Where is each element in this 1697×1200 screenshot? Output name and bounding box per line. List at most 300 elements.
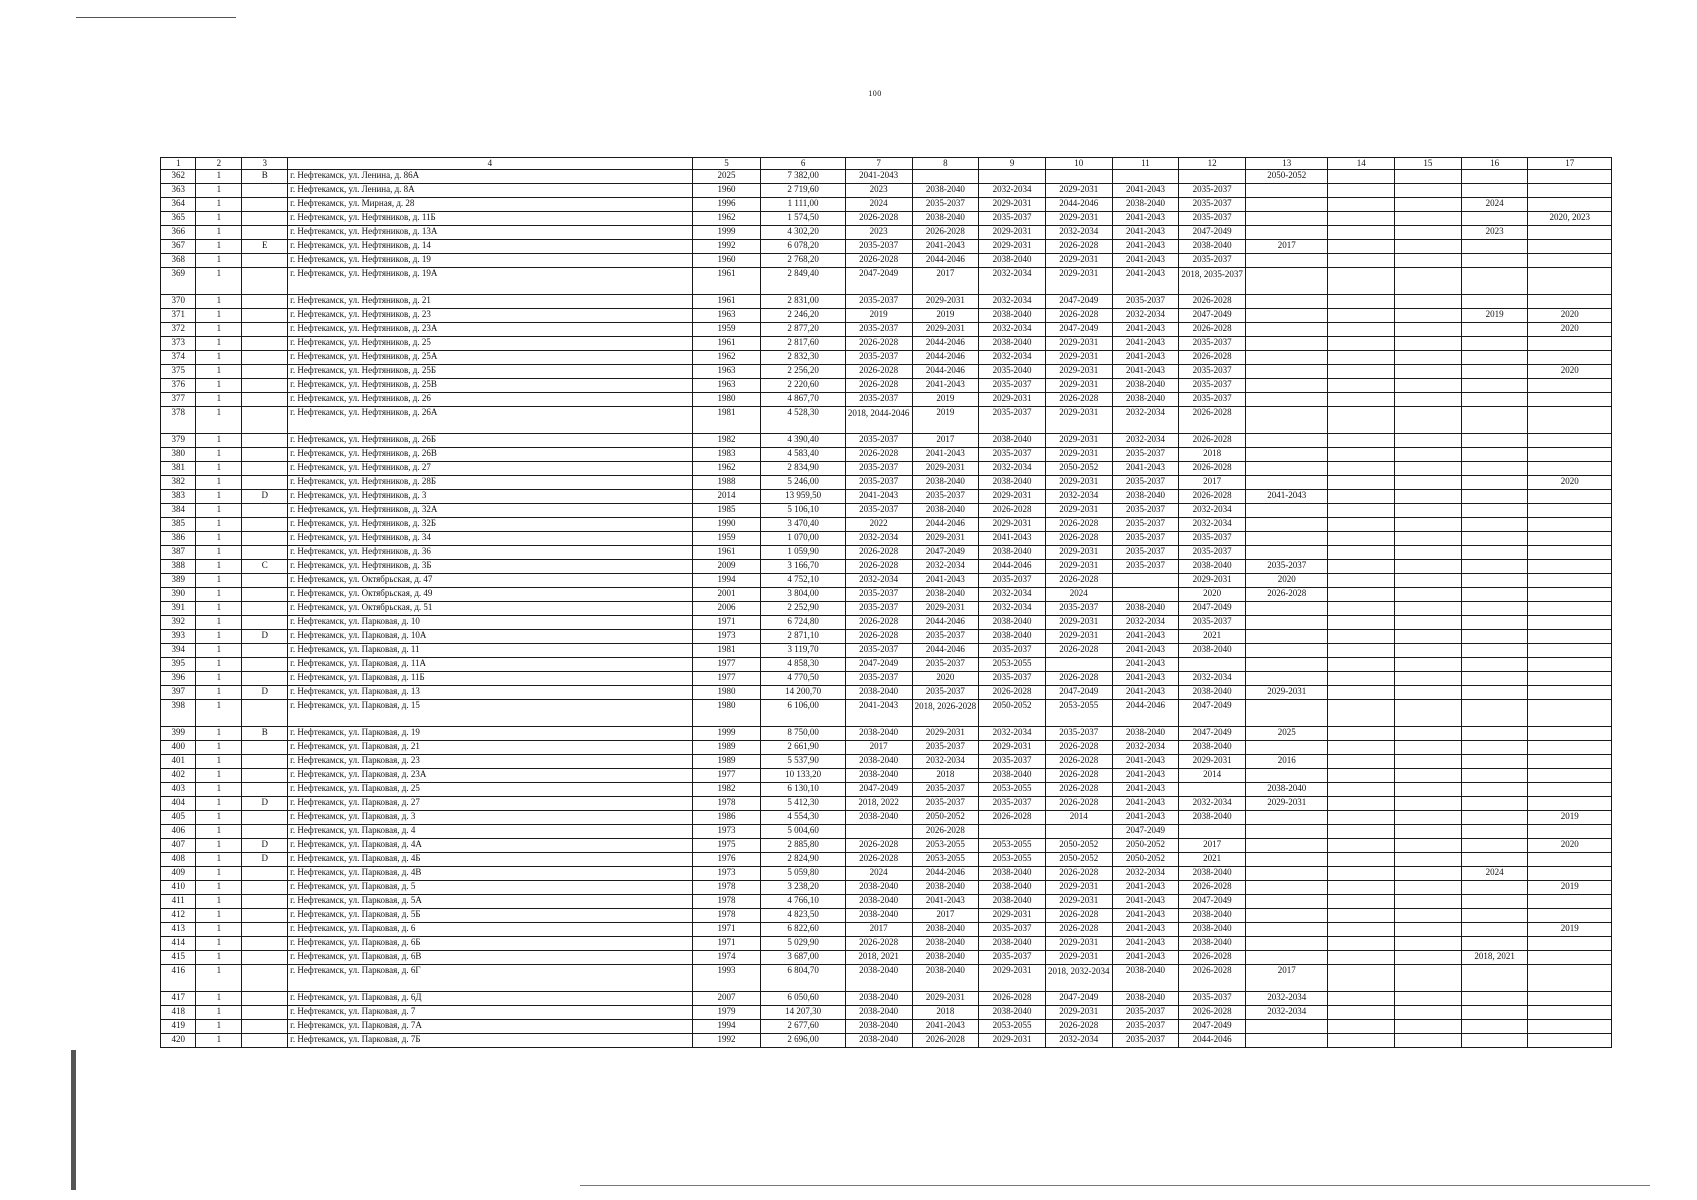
table-cell <box>1112 588 1179 602</box>
table-cell <box>1328 797 1395 811</box>
table-cell <box>1395 602 1462 616</box>
table-cell <box>1179 170 1246 184</box>
table-cell: 1960 <box>692 184 761 198</box>
table-row <box>161 602 1612 616</box>
table-row <box>161 323 1612 337</box>
table-cell: 2017 <box>1246 240 1328 254</box>
table-row <box>161 797 1612 811</box>
table-cell: 2029-2031 <box>912 323 979 337</box>
table-cell <box>1528 546 1612 560</box>
table-cell: 2029-2031 <box>1045 951 1112 965</box>
table-cell <box>1395 212 1462 226</box>
table-cell <box>1246 365 1328 379</box>
table-cell: 2026-2028 <box>1045 797 1112 811</box>
table-cell <box>1461 1020 1528 1034</box>
table-cell: 1 <box>196 574 242 588</box>
table-cell: 1 <box>196 365 242 379</box>
address-cell: г. Нефтекамск, ул. Нефтяников, д. 23А <box>288 323 692 337</box>
table-row <box>161 309 1612 323</box>
table-row <box>161 895 1612 909</box>
table-row <box>161 839 1612 853</box>
table-cell: 2029-2031 <box>1045 546 1112 560</box>
table-cell: 2029-2031 <box>912 532 979 546</box>
table-cell <box>1328 462 1395 476</box>
table-cell <box>1045 658 1112 672</box>
table-cell: 1 <box>196 268 242 295</box>
table-cell <box>1528 295 1612 309</box>
table-cell: 2041-2043 <box>1112 337 1179 351</box>
address-cell: г. Нефтекамск, ул. Нефтяников, д. 25А <box>288 351 692 365</box>
table-cell: 374 <box>161 351 196 365</box>
table-cell: 2038-2040 <box>979 309 1046 323</box>
housing-register-table <box>160 157 1612 1048</box>
table-cell <box>1246 881 1328 895</box>
table-cell: 2038-2040 <box>979 881 1046 895</box>
table-cell: 2035-2037 <box>1112 532 1179 546</box>
table-cell: 2026-2028 <box>845 853 912 867</box>
table-row <box>161 811 1612 825</box>
address-cell: г. Нефтекамск, ул. Парковая, д. 5Б <box>288 909 692 923</box>
address-cell: г. Нефтекамск, ул. Нефтяников, д. 3 <box>288 490 692 504</box>
table-cell: D <box>242 797 288 811</box>
table-cell: 2024 <box>1461 867 1528 881</box>
table-cell <box>242 895 288 909</box>
table-cell: 1 <box>196 727 242 741</box>
table-cell: 1 <box>196 797 242 811</box>
table-cell: 2047-2049 <box>1179 700 1246 727</box>
table-cell: 2041-2043 <box>1112 755 1179 769</box>
table-cell: 2035-2037 <box>845 351 912 365</box>
table-cell: 1961 <box>692 337 761 351</box>
column-header-14: 14 <box>1328 158 1395 170</box>
address-cell: г. Нефтекамск, ул. Октябрьская, д. 49 <box>288 588 692 602</box>
table-cell <box>1461 337 1528 351</box>
table-cell: 375 <box>161 365 196 379</box>
table-cell <box>242 867 288 881</box>
table-cell: 2041-2043 <box>1112 672 1179 686</box>
table-cell: 2026-2028 <box>979 686 1046 700</box>
table-cell <box>1461 965 1528 992</box>
address-cell: г. Нефтекамск, ул. Нефтяников, д. 32А <box>288 504 692 518</box>
table-cell: 386 <box>161 532 196 546</box>
table-cell <box>1328 240 1395 254</box>
table-row <box>161 407 1612 434</box>
table-cell: 2035-2037 <box>845 240 912 254</box>
table-cell <box>242 393 288 407</box>
table-cell: 1971 <box>692 616 761 630</box>
table-cell: 2041-2043 <box>1112 881 1179 895</box>
table-cell: 2047-2049 <box>845 658 912 672</box>
table-cell <box>1112 574 1179 588</box>
table-cell: 2026-2028 <box>1045 672 1112 686</box>
table-cell: 2035-2037 <box>845 504 912 518</box>
table-cell: 2035-2037 <box>912 630 979 644</box>
table-cell <box>1528 909 1612 923</box>
table-cell: 2038-2040 <box>845 965 912 992</box>
table-cell: 402 <box>161 769 196 783</box>
table-cell: 377 <box>161 393 196 407</box>
table-cell: 2024 <box>845 867 912 881</box>
table-cell: 5 106,10 <box>761 504 845 518</box>
table-cell: 2029-2031 <box>1045 407 1112 434</box>
table-cell: 2041-2043 <box>912 240 979 254</box>
table-cell: 2053-2055 <box>979 839 1046 853</box>
table-row <box>161 951 1612 965</box>
table-cell: 1 <box>196 184 242 198</box>
table-cell: 2038-2040 <box>979 630 1046 644</box>
address-cell: г. Нефтекамск, ул. Парковая, д. 11А <box>288 658 692 672</box>
table-cell: 1992 <box>692 240 761 254</box>
table-cell <box>1461 909 1528 923</box>
table-cell: 3 238,20 <box>761 881 845 895</box>
table-cell: 3 470,40 <box>761 518 845 532</box>
table-cell <box>1461 240 1528 254</box>
address-cell: г. Нефтекамск, ул. Нефтяников, д. 23 <box>288 309 692 323</box>
table-row <box>161 686 1612 700</box>
table-cell <box>1246 867 1328 881</box>
table-cell <box>1328 727 1395 741</box>
column-header-2: 2 <box>196 158 242 170</box>
table-cell: 2035-2037 <box>845 644 912 658</box>
table-cell <box>1528 1006 1612 1020</box>
table-cell: 394 <box>161 644 196 658</box>
table-cell: 1982 <box>692 434 761 448</box>
table-row <box>161 337 1612 351</box>
table-cell: 2050-2052 <box>912 811 979 825</box>
table-cell: 1994 <box>692 1020 761 1034</box>
table-cell: 2047-2049 <box>1045 686 1112 700</box>
table-cell <box>1179 825 1246 839</box>
table-cell: 1 <box>196 658 242 672</box>
table-cell <box>1246 769 1328 783</box>
table-cell: 2026-2028 <box>1179 881 1246 895</box>
table-cell: 2038-2040 <box>912 476 979 490</box>
address-cell: г. Нефтекамск, ул. Нефтяников, д. 25 <box>288 337 692 351</box>
table-row <box>161 518 1612 532</box>
table-cell: 2038-2040 <box>1246 783 1328 797</box>
table-cell: 2026-2028 <box>845 616 912 630</box>
table-row <box>161 1006 1612 1020</box>
table-cell: 5 029,90 <box>761 937 845 951</box>
table-cell: 1977 <box>692 658 761 672</box>
table-cell <box>1395 741 1462 755</box>
table-cell <box>242 574 288 588</box>
table-cell <box>1461 992 1528 1006</box>
table-cell <box>242 212 288 226</box>
table-cell <box>1395 407 1462 434</box>
table-cell <box>1246 407 1328 434</box>
table-cell: 1963 <box>692 365 761 379</box>
table-cell: 2035-2037 <box>912 741 979 755</box>
table-cell: 2020 <box>1528 476 1612 490</box>
table-cell: 1 <box>196 881 242 895</box>
table-cell: 2 849,40 <box>761 268 845 295</box>
table-cell: 418 <box>161 1006 196 1020</box>
table-cell: 1 <box>196 170 242 184</box>
table-cell <box>242 909 288 923</box>
column-header-8: 8 <box>912 158 979 170</box>
table-cell: 2035-2037 <box>912 783 979 797</box>
table-cell: 2041-2043 <box>1112 240 1179 254</box>
table-row <box>161 393 1612 407</box>
table-cell: 404 <box>161 797 196 811</box>
table-cell <box>1246 825 1328 839</box>
table-cell <box>1246 393 1328 407</box>
table-row <box>161 727 1612 741</box>
table-cell: 2026-2028 <box>912 825 979 839</box>
table-cell: 1 <box>196 839 242 853</box>
table-cell <box>1461 811 1528 825</box>
table-cell: 2026-2028 <box>1045 309 1112 323</box>
table-row <box>161 937 1612 951</box>
table-cell <box>1328 895 1395 909</box>
table-cell <box>1528 504 1612 518</box>
table-cell: 2026-2028 <box>979 504 1046 518</box>
address-cell: г. Нефтекамск, ул. Парковая, д. 6Б <box>288 937 692 951</box>
table-cell: 1982 <box>692 783 761 797</box>
table-cell <box>1528 602 1612 616</box>
address-cell: г. Нефтекамск, ул. Октябрьская, д. 51 <box>288 602 692 616</box>
table-cell: 2029-2031 <box>1179 755 1246 769</box>
table-cell: 2035-2037 <box>1179 212 1246 226</box>
table-cell: 4 752,10 <box>761 574 845 588</box>
table-cell <box>1395 532 1462 546</box>
table-cell: 2 832,30 <box>761 351 845 365</box>
table-cell: 2029-2031 <box>912 462 979 476</box>
table-cell <box>1246 351 1328 365</box>
table-cell <box>1461 825 1528 839</box>
table-cell: 2038-2040 <box>1112 393 1179 407</box>
table-cell: 405 <box>161 811 196 825</box>
table-cell: 397 <box>161 686 196 700</box>
table-row <box>161 184 1612 198</box>
table-cell <box>1528 769 1612 783</box>
table-cell: 2017 <box>845 741 912 755</box>
table-cell <box>1461 490 1528 504</box>
table-cell: 2029-2031 <box>979 518 1046 532</box>
table-cell: 2014 <box>692 490 761 504</box>
table-cell <box>1528 992 1612 1006</box>
table-cell: 367 <box>161 240 196 254</box>
table-cell: 2038-2040 <box>912 184 979 198</box>
scan-edge-mark <box>71 1050 76 1190</box>
table-cell: 2053-2055 <box>979 658 1046 672</box>
table-cell: D <box>242 686 288 700</box>
table-cell <box>242 588 288 602</box>
table-cell <box>1246 741 1328 755</box>
table-cell <box>242 951 288 965</box>
table-cell: 2035-2037 <box>979 951 1046 965</box>
table-cell: 2032-2034 <box>1112 434 1179 448</box>
table-cell: 2029-2031 <box>1045 337 1112 351</box>
table-cell: 1 <box>196 1034 242 1048</box>
table-cell <box>242 268 288 295</box>
table-cell: 1 <box>196 672 242 686</box>
table-cell: 2041-2043 <box>1112 811 1179 825</box>
table-cell: 2029-2031 <box>1045 560 1112 574</box>
table-cell <box>1461 434 1528 448</box>
table-cell: 1 <box>196 965 242 992</box>
address-cell: г. Нефтекамск, ул. Парковая, д. 7А <box>288 1020 692 1034</box>
table-cell: 2035-2037 <box>845 588 912 602</box>
table-cell <box>1461 630 1528 644</box>
table-cell: 2035-2037 <box>979 755 1046 769</box>
table-cell: 2041-2043 <box>1112 351 1179 365</box>
table-cell: 2041-2043 <box>1112 365 1179 379</box>
table-cell: 2026-2028 <box>845 448 912 462</box>
table-cell: 2029-2031 <box>912 295 979 309</box>
table-cell <box>1528 379 1612 393</box>
table-cell: 6 078,20 <box>761 240 845 254</box>
table-cell: 2032-2034 <box>979 727 1046 741</box>
table-cell: 2041-2043 <box>1112 923 1179 937</box>
table-cell <box>1246 839 1328 853</box>
table-cell: 368 <box>161 254 196 268</box>
table-cell <box>1246 184 1328 198</box>
table-cell: 2029-2031 <box>1246 686 1328 700</box>
table-cell: 2029-2031 <box>1045 365 1112 379</box>
table-cell <box>1328 365 1395 379</box>
table-cell: 1 <box>196 923 242 937</box>
table-cell: 2035-2037 <box>979 923 1046 937</box>
table-cell <box>242 198 288 212</box>
table-cell: 1 <box>196 546 242 560</box>
table-cell: 415 <box>161 951 196 965</box>
table-cell: 2024 <box>1045 588 1112 602</box>
table-cell <box>1528 337 1612 351</box>
table-cell <box>1528 1034 1612 1048</box>
table-cell <box>1528 574 1612 588</box>
table-cell <box>242 518 288 532</box>
table-row <box>161 992 1612 1006</box>
table-cell: 2001 <box>692 588 761 602</box>
table-cell: 4 390,40 <box>761 434 845 448</box>
table-cell: 2032-2034 <box>979 184 1046 198</box>
table-cell: 2 817,60 <box>761 337 845 351</box>
table-cell <box>1461 351 1528 365</box>
table-cell <box>1395 476 1462 490</box>
table-cell: 2053-2055 <box>912 853 979 867</box>
table-row <box>161 825 1612 839</box>
table-cell <box>1395 811 1462 825</box>
table-cell <box>1395 1020 1462 1034</box>
table-cell <box>1246 951 1328 965</box>
table-cell <box>1246 476 1328 490</box>
table-cell <box>1461 518 1528 532</box>
table-cell <box>1528 937 1612 951</box>
table-cell: 2044-2046 <box>1179 1034 1246 1048</box>
table-cell: 1988 <box>692 476 761 490</box>
table-cell <box>1395 937 1462 951</box>
table-cell: 2041-2043 <box>1112 268 1179 295</box>
table-cell: 2041-2043 <box>845 490 912 504</box>
table-cell <box>1395 448 1462 462</box>
address-cell: г. Нефтекамск, ул. Нефтяников, д. 25В <box>288 379 692 393</box>
table-cell: 413 <box>161 923 196 937</box>
table-cell: 414 <box>161 937 196 951</box>
table-cell <box>242 616 288 630</box>
address-cell: г. Нефтекамск, ул. Нефтяников, д. 19 <box>288 254 692 268</box>
table-cell: 2032-2034 <box>979 323 1046 337</box>
table-cell: 2026-2028 <box>1045 532 1112 546</box>
table-cell: 2038-2040 <box>845 755 912 769</box>
table-cell: 2032-2034 <box>979 295 1046 309</box>
table-cell <box>1328 909 1395 923</box>
table-cell <box>1328 254 1395 268</box>
table-cell: 2032-2034 <box>1179 797 1246 811</box>
table-cell: 2035-2037 <box>1045 727 1112 741</box>
table-cell: 3 119,70 <box>761 644 845 658</box>
column-header-9: 9 <box>979 158 1046 170</box>
table-cell: 379 <box>161 434 196 448</box>
table-cell: 2038-2040 <box>979 1006 1046 1020</box>
table-cell: 2044-2046 <box>912 337 979 351</box>
table-cell: 2019 <box>1461 309 1528 323</box>
table-cell <box>1395 825 1462 839</box>
table-cell <box>1395 268 1462 295</box>
table-cell: 2018, 2035-2037 <box>1179 268 1246 295</box>
table-cell: 2038-2040 <box>1179 741 1246 755</box>
table-cell: 2032-2034 <box>979 462 1046 476</box>
table-cell: 1980 <box>692 686 761 700</box>
table-cell: D <box>242 630 288 644</box>
table-cell <box>242 741 288 755</box>
table-cell: 1980 <box>692 393 761 407</box>
table-cell: 2041-2043 <box>912 574 979 588</box>
table-cell: 2041-2043 <box>1112 462 1179 476</box>
table-cell: 2038-2040 <box>1179 867 1246 881</box>
table-cell <box>1395 797 1462 811</box>
table-cell: 2026-2028 <box>845 337 912 351</box>
table-cell: 385 <box>161 518 196 532</box>
table-cell <box>1246 434 1328 448</box>
table-cell: 2035-2037 <box>1112 1006 1179 1020</box>
table-cell <box>1461 546 1528 560</box>
table-cell <box>1461 407 1528 434</box>
table-cell: 2026-2028 <box>1045 393 1112 407</box>
table-cell: 2017 <box>912 909 979 923</box>
table-cell <box>1328 268 1395 295</box>
address-cell: г. Нефтекамск, ул. Нефтяников, д. 26Б <box>288 434 692 448</box>
table-cell: 2035-2037 <box>1112 295 1179 309</box>
table-cell <box>1461 532 1528 546</box>
table-cell <box>242 965 288 992</box>
table-cell: 4 528,30 <box>761 407 845 434</box>
table-cell: 1 <box>196 337 242 351</box>
table-cell <box>1395 644 1462 658</box>
table-cell <box>1328 630 1395 644</box>
table-cell <box>1328 323 1395 337</box>
table-cell: 5 412,30 <box>761 797 845 811</box>
table-cell: 2035-2037 <box>1179 532 1246 546</box>
table-cell <box>1395 1034 1462 1048</box>
table-row <box>161 240 1612 254</box>
table-cell: 1 <box>196 240 242 254</box>
table-cell <box>1395 658 1462 672</box>
table-row <box>161 268 1612 295</box>
table-cell: 2038-2040 <box>912 588 979 602</box>
table-cell: 2026-2028 <box>979 811 1046 825</box>
table-cell: 2029-2031 <box>1045 616 1112 630</box>
table-cell: 2026-2028 <box>1179 490 1246 504</box>
table-cell: 2038-2040 <box>1112 198 1179 212</box>
table-cell: 1973 <box>692 867 761 881</box>
table-cell: 393 <box>161 630 196 644</box>
table-cell: 2021 <box>1179 630 1246 644</box>
table-cell <box>1461 268 1528 295</box>
table-cell: 2026-2028 <box>1045 783 1112 797</box>
table-cell: 6 822,60 <box>761 923 845 937</box>
